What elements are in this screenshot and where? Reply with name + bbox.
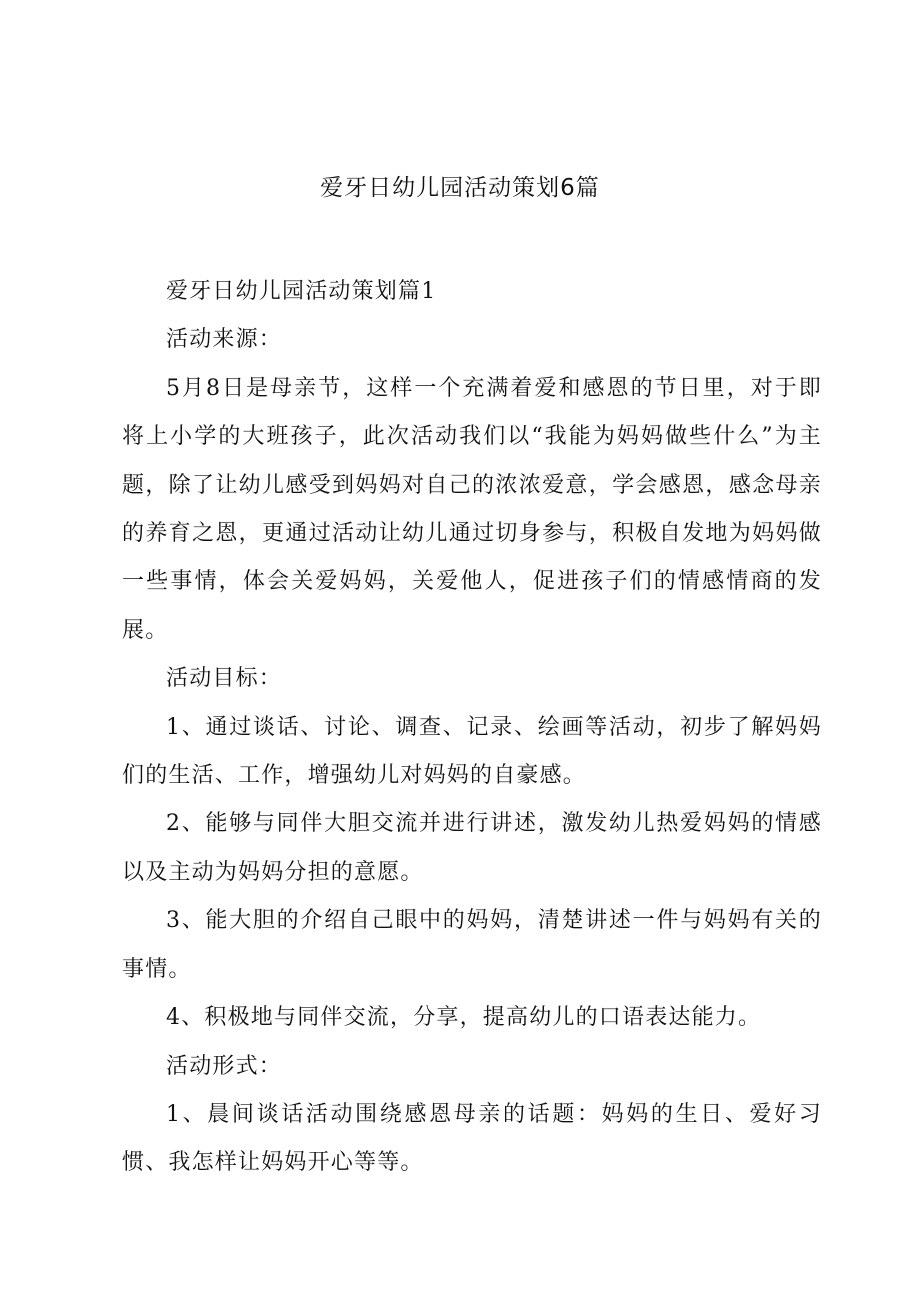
activity-goals-heading: 活动目标： xyxy=(166,666,283,692)
goal-item: 3、能大胆的介绍自己眼中的妈妈，清楚讲述一件与妈妈有关的事情。 xyxy=(122,908,822,982)
body-paragraph: 5月8日是母亲节，这样一个充满着爱和感恩的节日里，对于即将上小学的大班孩子，此次活动我们以“我能为妈妈做些什么”为主题，除了让幼儿感受到妈妈对自己的浓浓爱意，学会感恩，感念母亲的养育之恩，更通过活动让幼儿通过切身参与，积极自发地为妈妈做一些事情，体会关爱妈妈，关爱他人，促进孩子们的情感情商的发展。 xyxy=(122,375,822,643)
section-heading: 爱牙日幼儿园活动策划篇1 xyxy=(166,279,437,304)
goal-item: 1、通过谈话、讨论、调查、记录、绘画等活动，初步了解妈妈们的生活、工作，增强幼儿对妈妈的自豪感。 xyxy=(122,714,822,789)
form-item: 1、晨间谈话活动围绕感恩母亲的话题：妈妈的生日、爱好习惯、我怎样让妈妈开心等等。 xyxy=(122,1101,822,1176)
document-body xyxy=(122,268,822,1188)
goal-item: 2、能够与同伴大胆交流并进行讲述，激发幼儿热爱妈妈的情感以及主动为妈妈分担的意愿。 xyxy=(122,811,822,885)
activity-source-heading: 活动来源： xyxy=(166,327,283,353)
document-title: 爱牙日幼儿园活动策划6篇 xyxy=(320,175,600,201)
goal-item: 4、积极地与同伴交流，分享，提高幼儿的口语表达能力。 xyxy=(166,1005,762,1031)
activity-form-heading: 活动形式： xyxy=(166,1053,283,1079)
